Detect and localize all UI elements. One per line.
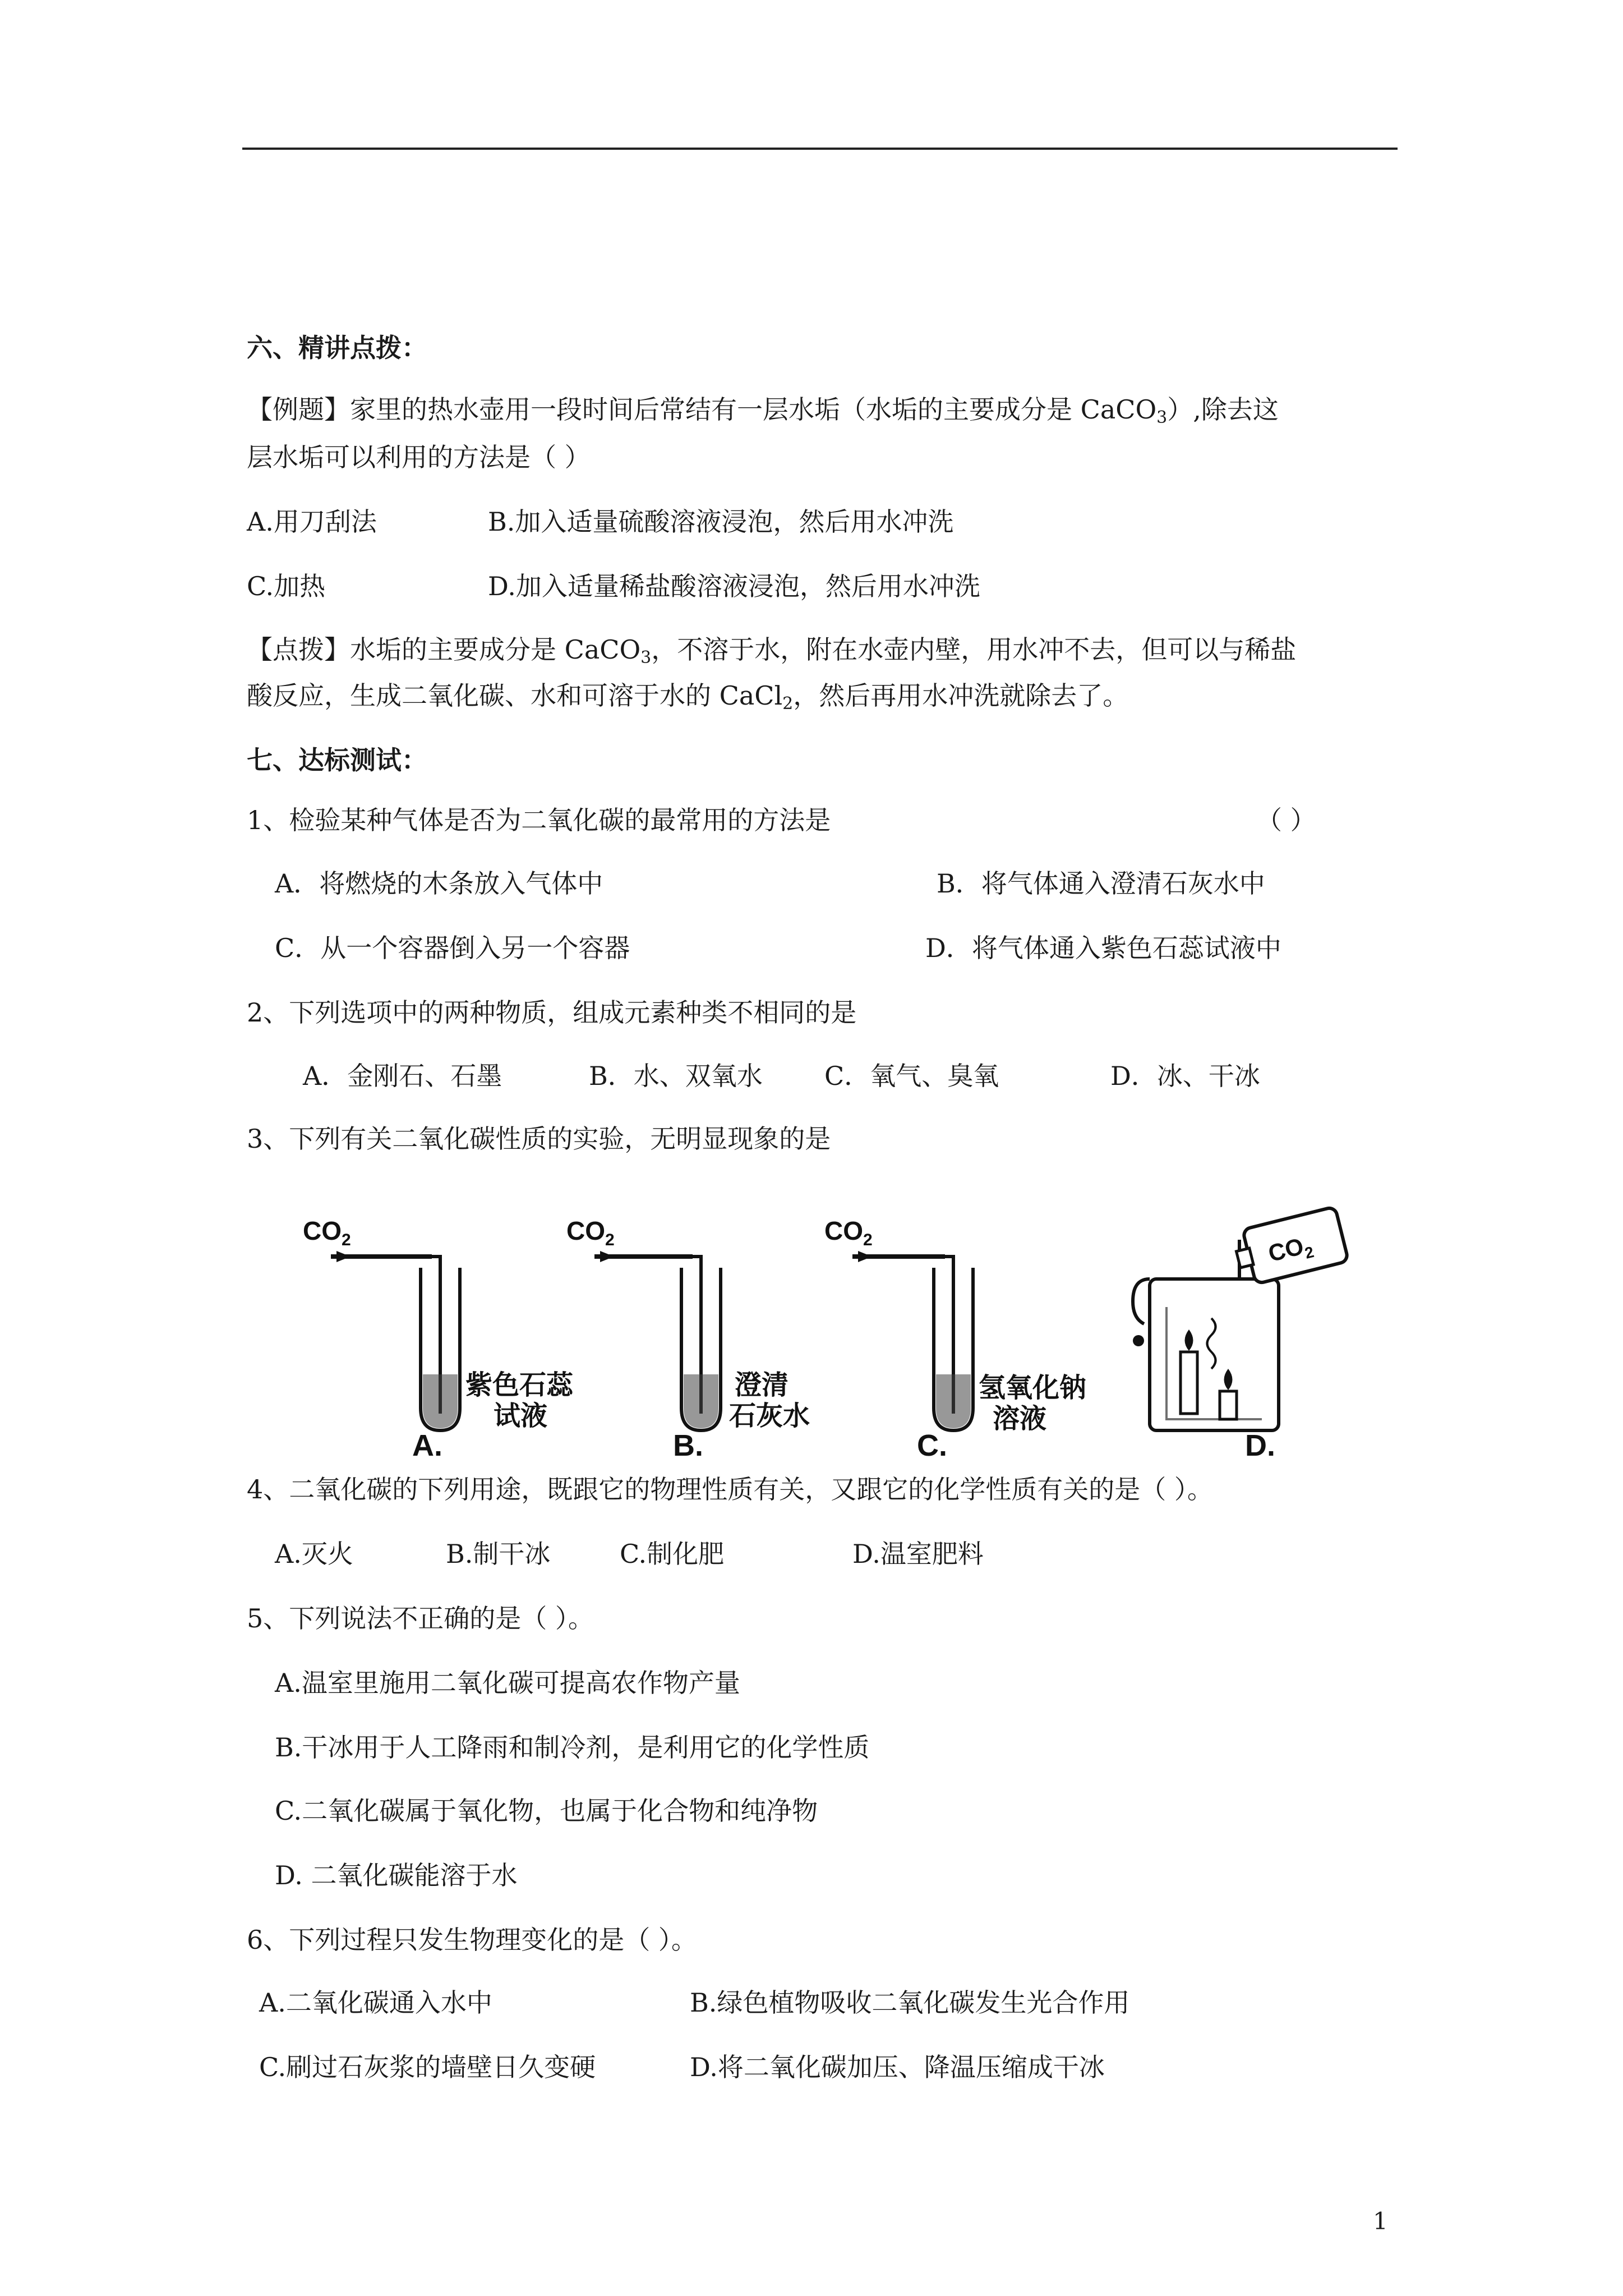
q5-option-d: D. 二氧化碳能溶于水 (275, 1860, 518, 1890)
q2-option-b: B．水、双氧水 (589, 1061, 763, 1091)
apparatus-d (1133, 1207, 1349, 1462)
q1-option-d: D．将气体通入紫色石蕊试液中 (925, 933, 1281, 963)
q6-option-b: B.绿色植物吸收二氧化碳发生光合作用 (690, 1987, 1130, 2018)
label-c-line1: 氢氧化钠 (979, 1373, 1087, 1403)
liquid-c (936, 1374, 971, 1428)
q4-option-c: C.制化肥 (620, 1539, 725, 1569)
q1-option-a: A．将燃烧的木条放入气体中 (275, 868, 603, 899)
q1-option-b: B．将气体通入澄清石灰水中 (937, 868, 1265, 899)
q2-option-d: D．冰、干冰 (1110, 1061, 1260, 1091)
letter-c: C. (917, 1429, 947, 1462)
letter-d: D. (1245, 1429, 1275, 1462)
co2-bottle-d (1232, 1207, 1349, 1287)
hint-line2: 酸反应，生成二氧化碳、水和可溶于水的 CaCl$_2$，然后再用水冲洗就除去了。 (247, 680, 1129, 714)
q6-option-a: A.二氧化碳通入水中 (259, 1987, 492, 2018)
q6-option-c: C.刷过石灰浆的墙壁日久变硬 (259, 2052, 596, 2082)
q6-option-d: D.将二氧化碳加压、降温压缩成干冰 (690, 2052, 1105, 2082)
q3-experiment-figure (303, 1206, 1340, 1462)
label-b-line2: 石灰水 (729, 1401, 810, 1431)
arrow-c (858, 1251, 872, 1262)
q4-option-b: B.制干冰 (446, 1539, 551, 1569)
q4-option-a: A.灭火 (275, 1539, 353, 1569)
section6-title: 六、精讲点拨： (247, 333, 427, 363)
short-flame-d (1224, 1369, 1233, 1390)
example-option-b: B.加入适量硫酸溶液浸泡，然后用水冲洗 (488, 507, 954, 537)
q5-option-b: B.干冰用于人工降雨和制冷剂，是利用它的化学性质 (275, 1732, 870, 1763)
co2-label-a: $CO_2$ (303, 1216, 351, 1249)
q4-option-d: D.温室肥料 (852, 1539, 984, 1569)
arrow-a (336, 1251, 351, 1262)
arrow-b (600, 1251, 614, 1262)
q4-stem: 4、二氧化碳的下列用途，既跟它的物理性质有关，又跟它的化学性质有关的是（ ）。 (247, 1474, 1213, 1504)
beaker-spout-d (1133, 1279, 1150, 1324)
header-rule (242, 148, 1398, 150)
q5-stem: 5、下列说法不正确的是（ ）。 (247, 1603, 594, 1634)
label-a-line2: 试液 (494, 1401, 548, 1431)
tall-flame-d (1185, 1329, 1193, 1351)
q1-answer-paren: （ ） (1256, 805, 1316, 835)
liquid-b (684, 1374, 718, 1428)
tall-candle-d (1181, 1352, 1197, 1414)
q5-option-c: C.二氧化碳属于氧化物，也属于化合物和纯净物 (275, 1796, 818, 1826)
q2-stem: 2、下列选项中的两种物质，组成元素种类不相同的是 (247, 997, 857, 1028)
q1-option-c: C．从一个容器倒入另一个容器 (275, 933, 630, 963)
liquid-a (423, 1374, 458, 1428)
q2-option-c: C．氧气、臭氧 (824, 1061, 999, 1091)
example-line1: 【例题】家里的热水壶用一段时间后常结有一层水垢（水垢的主要成分是 CaCO$_3$）,除去这 (247, 394, 1279, 427)
section7-title: 七、达标测试： (247, 745, 427, 775)
label-b-line1: 澄清 (735, 1370, 789, 1400)
example-option-d: D.加入适量稀盐酸溶液浸泡，然后用水冲洗 (488, 571, 980, 601)
short-candle-d (1220, 1391, 1237, 1419)
stand-knob-d (1133, 1335, 1144, 1346)
q3-stem: 3、下列有关二氧化碳性质的实验，无明显现象的是 (247, 1124, 831, 1154)
apparatus-b (566, 1216, 810, 1462)
example-option-a: A.用刀刮法 (247, 507, 377, 537)
label-c-line2: 溶液 (993, 1404, 1047, 1434)
label-a-line1: 紫色石蕊 (465, 1370, 574, 1400)
letter-b: B. (673, 1429, 703, 1462)
example-line2: 层水垢可以利用的方法是（ ） (247, 442, 591, 472)
hint-line1: 【点拨】水垢的主要成分是 CaCO$_3$，不溶于水，附在水壶内壁，用水冲不去，但可以与稀盐 (247, 634, 1297, 668)
q1-stem: 1、检验某种气体是否为二氧化碳的最常用的方法是 (247, 805, 831, 835)
letter-a: A. (412, 1429, 442, 1462)
q6-stem: 6、下列过程只发生物理变化的是（ ）。 (247, 1925, 697, 1955)
apparatus-a (303, 1216, 574, 1462)
gas-flow-d (1207, 1318, 1216, 1369)
apparatus-c (824, 1216, 1086, 1462)
co2-label-d: $CO_2$ (1265, 1232, 1316, 1267)
q2-option-a: A．金刚石、石墨 (303, 1061, 502, 1091)
example-option-c: C.加热 (247, 571, 326, 601)
q5-option-a: A.温室里施用二氧化碳可提高农作物产量 (275, 1668, 740, 1698)
page-number: 1 (1373, 2207, 1388, 2235)
co2-label-c: $CO_2$ (824, 1216, 873, 1249)
co2-label-b: $CO_2$ (566, 1216, 615, 1249)
